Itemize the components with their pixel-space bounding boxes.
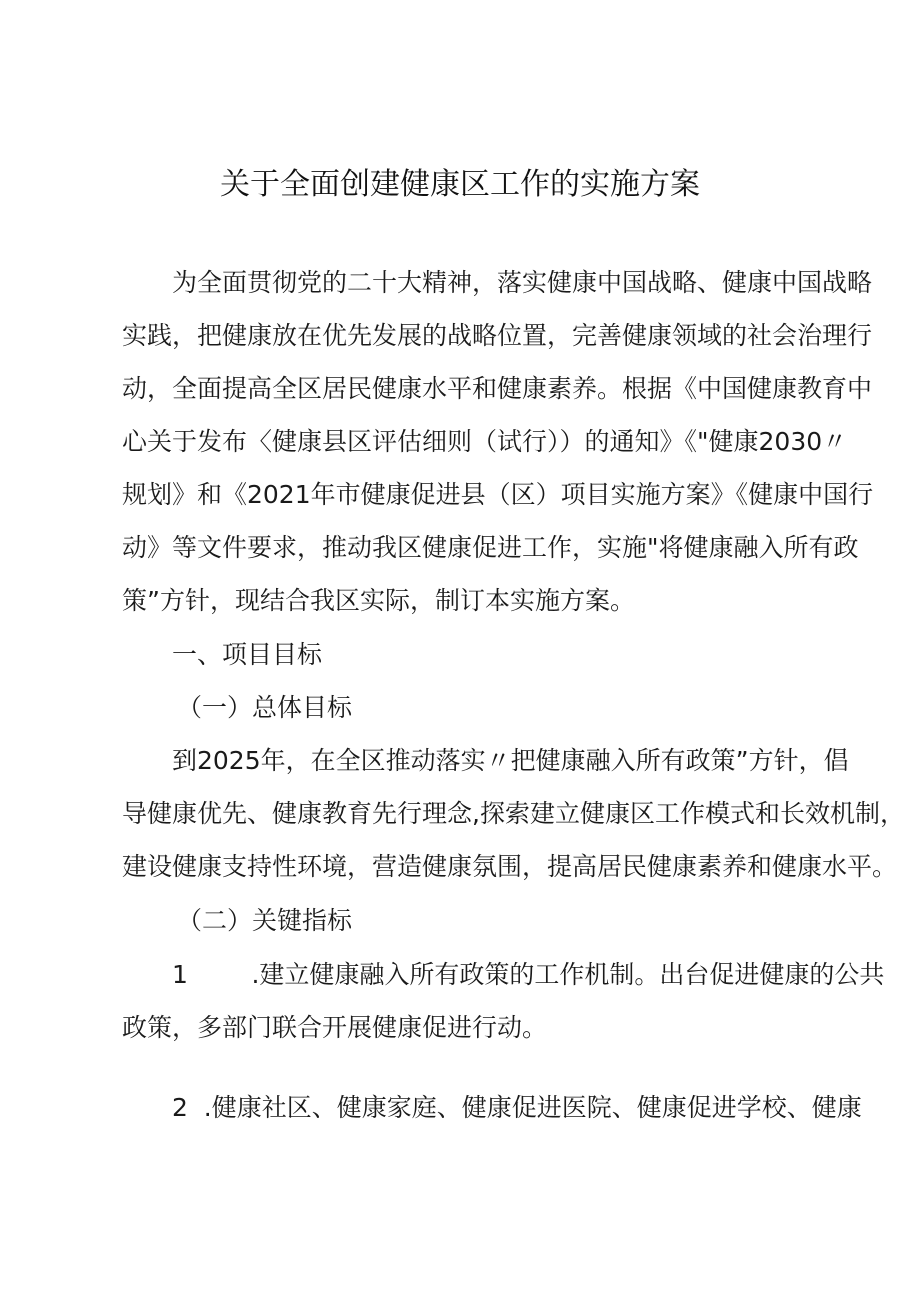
indicator-line: 政策，多部门联合开展健康促进行动。 bbox=[122, 1013, 548, 1042]
intro-line: 策”方针，现结合我区实际，制订本实施方案。 bbox=[122, 586, 635, 615]
intro-line: 动，全面提高全区居民健康水平和健康素养。根据《中国健康教育中 bbox=[122, 374, 873, 403]
indicator-item-1 bbox=[122, 948, 885, 1054]
indicator-line: 1 .建立健康融入所有政策的工作机制。出台促进健康的公共 bbox=[172, 960, 885, 989]
section-heading bbox=[122, 628, 822, 681]
goal-line: 到2025年，在全区推动落实〃把健康融入所有政策”方针，倡 bbox=[172, 746, 849, 775]
intro-paragraph bbox=[122, 256, 874, 627]
intro-line: 为全面贯彻党的二十大精神，落实健康中国战略、健康中国战略 bbox=[172, 268, 873, 297]
indicator-item-2 bbox=[122, 1081, 862, 1134]
goal-line: 建设健康支持性环境，营造健康氛围，提高居民健康素养和健康水平。 bbox=[122, 852, 898, 881]
subsection-2-heading: （二）关键指标 bbox=[177, 906, 353, 935]
subsection-1-heading: （一）总体目标 bbox=[177, 693, 353, 722]
intro-line: 实践，把健康放在优先发展的战略位置，完善健康领域的社会治理行 bbox=[122, 321, 873, 350]
intro-line: 规划》和《2021年市健康促进县（区）项目实施方案》《健康中国行 bbox=[122, 480, 874, 509]
subsection-heading bbox=[122, 681, 822, 734]
intro-line: 动》等文件要求，推动我区健康促进工作，实施"将健康融入所有政 bbox=[122, 533, 859, 562]
section-1-heading: 一、项目目标 bbox=[172, 640, 323, 669]
subsection-heading bbox=[122, 894, 822, 947]
intro-line: 心关于发布〈健康县区评估细则（试行））的通知》《"健康2030〃 bbox=[122, 427, 848, 456]
document-title: 关于全面创建健康区工作的实施方案 bbox=[220, 167, 700, 202]
indicator-line: 2 .健康社区、健康家庭、健康促进医院、健康促进学校、健康 bbox=[172, 1093, 862, 1122]
goal-paragraph bbox=[122, 734, 905, 893]
goal-line: 导健康优先、健康教育先行理念,探索建立健康区工作模式和长效机制， bbox=[122, 799, 905, 828]
